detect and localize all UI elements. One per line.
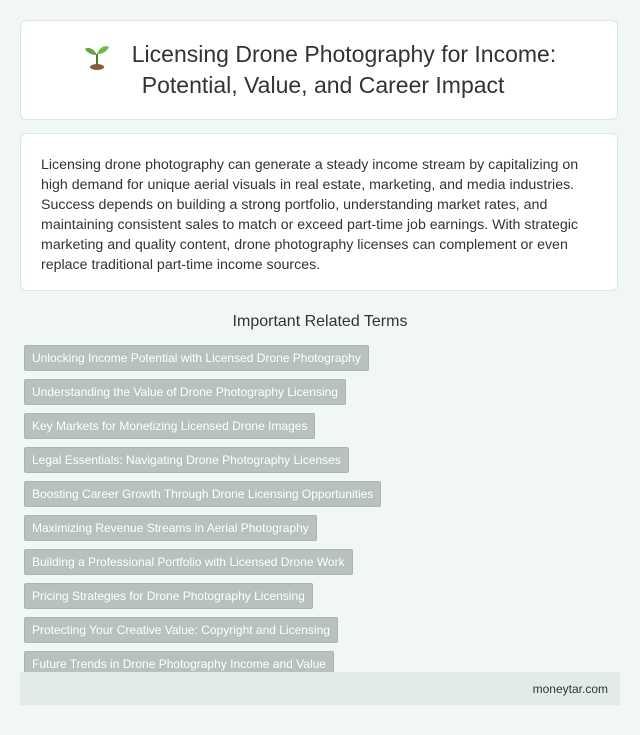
- footer-site-link[interactable]: moneytar.com: [532, 681, 608, 696]
- title-block: [82, 39, 556, 101]
- related-terms-heading: Important Related Terms: [232, 313, 408, 330]
- related-term-tag[interactable]: Maximizing Revenue Streams in Aerial Photography: [24, 515, 317, 541]
- related-term-tag[interactable]: Understanding the Value of Drone Photography Licensing: [24, 379, 346, 405]
- intro-card: [20, 133, 618, 291]
- related-term-tag[interactable]: Building a Professional Portfolio with Licensed Drone Work: [24, 549, 353, 575]
- footer: [20, 672, 620, 705]
- sprout-icon: [82, 41, 112, 71]
- related-term-tag[interactable]: Boosting Career Growth Through Drone Licensing Opportunities: [24, 481, 381, 507]
- related-terms-list: [24, 345, 616, 685]
- page-title: [132, 39, 556, 101]
- related-term-tag[interactable]: Key Markets for Monetizing Licensed Drone Images: [24, 413, 315, 439]
- related-term-tag[interactable]: Pricing Strategies for Drone Photography Licensing: [24, 583, 313, 609]
- related-term-tag[interactable]: Protecting Your Creative Value: Copyright and Licensing: [24, 617, 338, 643]
- intro-paragraph: Licensing drone photography can generate a steady income stream by capitalizing on high demand for unique aerial visuals in real estate, marketing, and media industries. Success depends on building a strong portfolio, understanding market rates, and maintaining consistent sales to match or exceed part-time job earnings. With strategic marketing and quality content, drone photography licenses can complement or even replace traditional part-time income sources.: [41, 157, 579, 273]
- page-title-line-2: Potential, Value, and Career Impact: [141, 72, 505, 98]
- related-term-tag[interactable]: Unlocking Income Potential with Licensed Drone Photography: [24, 345, 369, 371]
- related-term-tag[interactable]: Future Trends in Drone Photography Income and Value: [24, 651, 334, 677]
- page-title-line-1: Licensing Drone Photography for Income:: [131, 41, 557, 67]
- title-card: [20, 20, 618, 120]
- related-term-tag[interactable]: Legal Essentials: Navigating Drone Photography Licenses: [24, 447, 349, 473]
